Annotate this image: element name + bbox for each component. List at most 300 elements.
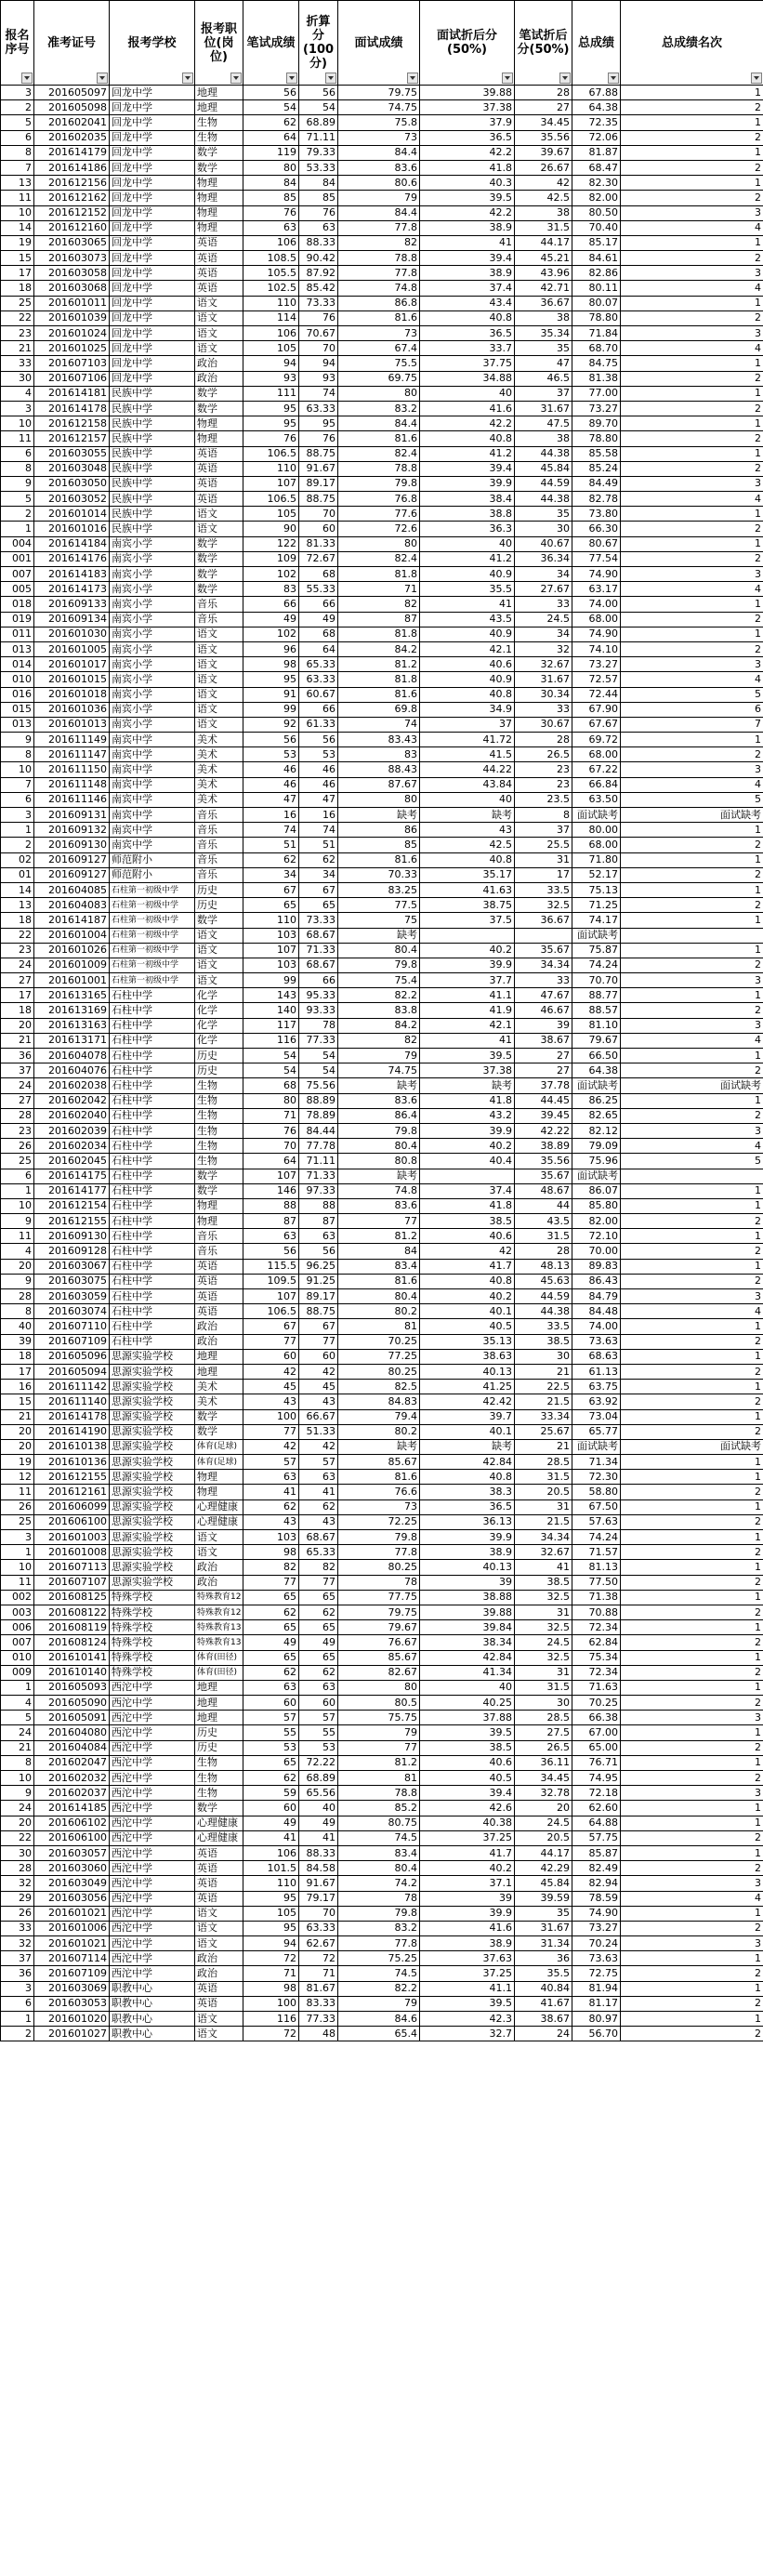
cell-interview-half[interactable]: 41.72 — [420, 733, 515, 747]
cell-seq[interactable]: 25 — [1, 1154, 34, 1169]
cell-written-score[interactable]: 51 — [243, 838, 299, 852]
cell-exam-id[interactable]: 201601004 — [34, 928, 110, 943]
cell-total[interactable]: 72.06 — [572, 130, 621, 145]
cell-interview-half[interactable]: 41.5 — [420, 747, 515, 762]
cell-rank[interactable]: 4 — [621, 341, 763, 356]
cell-rank[interactable]: 2 — [621, 401, 763, 416]
cell-total[interactable]: 56.70 — [572, 2027, 621, 2041]
cell-written-half[interactable]: 36 — [515, 1951, 572, 1966]
cell-interview-score[interactable]: 82 — [338, 235, 420, 250]
cell-converted-score[interactable]: 47 — [299, 792, 338, 807]
cell-position[interactable]: 音乐 — [195, 867, 243, 882]
cell-written-half[interactable]: 48.13 — [515, 1259, 572, 1274]
cell-converted-score[interactable]: 78 — [299, 1018, 338, 1033]
cell-school[interactable]: 石柱第一初级中学 — [110, 958, 195, 972]
cell-total[interactable]: 68.70 — [572, 341, 621, 356]
cell-interview-half[interactable]: 38.75 — [420, 898, 515, 913]
cell-converted-score[interactable]: 81.33 — [299, 536, 338, 551]
cell-converted-score[interactable]: 41 — [299, 1485, 338, 1499]
cell-written-half[interactable]: 23 — [515, 762, 572, 777]
cell-interview-score[interactable]: 80.8 — [338, 1154, 420, 1169]
cell-rank[interactable]: 1 — [621, 1650, 763, 1665]
cell-exam-id[interactable]: 201601017 — [34, 657, 110, 672]
cell-school[interactable]: 石柱中学 — [110, 988, 195, 1003]
cell-school[interactable]: 民族中学 — [110, 507, 195, 522]
cell-seq[interactable]: 1 — [1, 1545, 34, 1560]
cell-converted-score[interactable]: 71 — [299, 1966, 338, 1981]
cell-written-half[interactable]: 24.5 — [515, 612, 572, 627]
cell-total[interactable]: 77.50 — [572, 1575, 621, 1590]
cell-interview-score[interactable]: 77.8 — [338, 266, 420, 281]
cell-exam-id[interactable]: 201604083 — [34, 898, 110, 913]
cell-total[interactable]: 64.38 — [572, 100, 621, 115]
cell-rank[interactable]: 7 — [621, 717, 763, 732]
cell-interview-score[interactable]: 79.8 — [338, 1906, 420, 1921]
cell-seq[interactable]: 17 — [1, 1364, 34, 1379]
cell-school[interactable]: 南宾小学 — [110, 641, 195, 656]
cell-seq[interactable]: 30 — [1, 371, 34, 386]
cell-converted-score[interactable]: 65 — [299, 1650, 338, 1665]
cell-school[interactable]: 石柱中学 — [110, 1334, 195, 1349]
cell-written-half[interactable]: 33.34 — [515, 1409, 572, 1424]
cell-school[interactable]: 特殊学校 — [110, 1605, 195, 1619]
cell-written-half[interactable]: 38 — [515, 431, 572, 446]
cell-rank[interactable]: 1 — [621, 1259, 763, 1274]
cell-interview-score[interactable]: 80 — [338, 536, 420, 551]
cell-interview-score[interactable]: 缺考 — [338, 808, 420, 823]
cell-seq[interactable]: 009 — [1, 1665, 34, 1680]
cell-exam-id[interactable]: 201601021 — [34, 1936, 110, 1951]
cell-written-score[interactable]: 102 — [243, 567, 299, 582]
cell-rank[interactable]: 1 — [621, 1530, 763, 1545]
cell-position[interactable]: 体育(足球) — [195, 1455, 243, 1470]
cell-exam-id[interactable]: 201612158 — [34, 416, 110, 431]
cell-written-score[interactable]: 57 — [243, 1711, 299, 1725]
cell-total[interactable]: 81.13 — [572, 1560, 621, 1575]
cell-position[interactable]: 数学 — [195, 145, 243, 160]
cell-position[interactable]: 语文 — [195, 702, 243, 717]
cell-written-score[interactable]: 101.5 — [243, 1861, 299, 1876]
cell-school[interactable]: 民族中学 — [110, 492, 195, 507]
cell-position[interactable]: 特殊教育13 — [195, 1635, 243, 1650]
cell-school[interactable]: 民族中学 — [110, 476, 195, 491]
cell-interview-score[interactable]: 80.2 — [338, 1304, 420, 1319]
cell-written-score[interactable]: 100 — [243, 1409, 299, 1424]
cell-interview-score[interactable]: 74 — [338, 717, 420, 732]
cell-total[interactable]: 面试缺考 — [572, 1169, 621, 1183]
cell-total[interactable]: 76.71 — [572, 1755, 621, 1770]
cell-converted-score[interactable]: 70 — [299, 507, 338, 522]
cell-position[interactable]: 语文 — [195, 522, 243, 536]
cell-rank[interactable]: 1 — [621, 1906, 763, 1921]
cell-written-half[interactable]: 38.67 — [515, 1033, 572, 1048]
cell-rank[interactable]: 1 — [621, 1499, 763, 1514]
cell-rank[interactable]: 2 — [621, 130, 763, 145]
cell-converted-score[interactable]: 91.67 — [299, 1876, 338, 1891]
cell-exam-id[interactable]: 201614186 — [34, 160, 110, 175]
cell-interview-half[interactable]: 42.5 — [420, 838, 515, 852]
cell-interview-half[interactable]: 43 — [420, 823, 515, 838]
cell-written-score[interactable]: 65 — [243, 1650, 299, 1665]
cell-interview-score[interactable]: 79.8 — [338, 1123, 420, 1138]
cell-rank[interactable]: 4 — [621, 1139, 763, 1154]
cell-position[interactable]: 语文 — [195, 2027, 243, 2041]
cell-interview-score[interactable]: 80.4 — [338, 943, 420, 958]
cell-written-score[interactable]: 63 — [243, 1680, 299, 1695]
cell-seq[interactable]: 20 — [1, 1424, 34, 1439]
cell-written-score[interactable]: 95 — [243, 416, 299, 431]
cell-interview-score[interactable]: 81.6 — [338, 310, 420, 325]
cell-written-score[interactable]: 103 — [243, 958, 299, 972]
cell-school[interactable]: 石柱中学 — [110, 1049, 195, 1063]
cell-total[interactable]: 71.80 — [572, 852, 621, 867]
cell-rank[interactable]: 1 — [621, 416, 763, 431]
cell-converted-score[interactable]: 76 — [299, 431, 338, 446]
cell-interview-half[interactable]: 42.84 — [420, 1455, 515, 1470]
cell-rank[interactable]: 3 — [621, 657, 763, 672]
cell-exam-id[interactable]: 201612161 — [34, 1485, 110, 1499]
cell-interview-half[interactable]: 39.5 — [420, 1049, 515, 1063]
cell-converted-score[interactable]: 63 — [299, 220, 338, 235]
cell-seq[interactable]: 11 — [1, 191, 34, 205]
cell-school[interactable]: 石柱中学 — [110, 1183, 195, 1198]
cell-position[interactable]: 化学 — [195, 1003, 243, 1018]
cell-interview-half[interactable]: 42.6 — [420, 1801, 515, 1816]
cell-written-score[interactable]: 67 — [243, 882, 299, 897]
cell-seq[interactable]: 3 — [1, 808, 34, 823]
cell-position[interactable]: 英语 — [195, 251, 243, 266]
col-header-seq[interactable]: 报名序号 — [1, 1, 34, 86]
cell-written-half[interactable]: 33 — [515, 597, 572, 612]
cell-seq[interactable]: 30 — [1, 1845, 34, 1860]
cell-rank[interactable]: 1 — [621, 882, 763, 897]
cell-exam-id[interactable]: 201603065 — [34, 235, 110, 250]
cell-converted-score[interactable]: 73.33 — [299, 296, 338, 310]
cell-rank[interactable]: 1 — [621, 1590, 763, 1605]
cell-total[interactable]: 75.96 — [572, 1154, 621, 1169]
cell-rank[interactable]: 4 — [621, 1033, 763, 1048]
cell-exam-id[interactable]: 201614181 — [34, 386, 110, 401]
cell-converted-score[interactable]: 68.67 — [299, 928, 338, 943]
cell-school[interactable]: 思源实验学校 — [110, 1364, 195, 1379]
cell-total[interactable]: 70.88 — [572, 1605, 621, 1619]
cell-written-half[interactable]: 32.5 — [515, 1590, 572, 1605]
cell-written-score[interactable]: 107 — [243, 476, 299, 491]
cell-exam-id[interactable]: 201602040 — [34, 1108, 110, 1123]
cell-position[interactable]: 语文 — [195, 687, 243, 702]
cell-written-score[interactable]: 84 — [243, 176, 299, 191]
cell-interview-half[interactable]: 42 — [420, 1244, 515, 1259]
cell-written-score[interactable]: 54 — [243, 1049, 299, 1063]
cell-seq[interactable]: 016 — [1, 687, 34, 702]
cell-written-half[interactable]: 34 — [515, 627, 572, 641]
cell-position[interactable]: 生物 — [195, 1078, 243, 1093]
cell-total[interactable]: 面试缺考 — [572, 928, 621, 943]
cell-exam-id[interactable]: 201601005 — [34, 641, 110, 656]
cell-seq[interactable]: 005 — [1, 582, 34, 597]
cell-exam-id[interactable]: 201603056 — [34, 1891, 110, 1906]
cell-school[interactable]: 石柱第一初级中学 — [110, 898, 195, 913]
cell-total[interactable]: 85.87 — [572, 1845, 621, 1860]
cell-rank[interactable]: 1 — [621, 823, 763, 838]
cell-written-half[interactable]: 32 — [515, 641, 572, 656]
cell-interview-score[interactable]: 85.67 — [338, 1455, 420, 1470]
cell-seq[interactable]: 29 — [1, 1891, 34, 1906]
cell-school[interactable]: 回龙中学 — [110, 356, 195, 371]
cell-rank[interactable]: 1 — [621, 115, 763, 130]
cell-total[interactable]: 73.27 — [572, 1921, 621, 1935]
cell-interview-half[interactable]: 41.8 — [420, 1093, 515, 1108]
cell-converted-score[interactable]: 60 — [299, 1696, 338, 1711]
cell-total[interactable]: 64.88 — [572, 1816, 621, 1830]
cell-total[interactable]: 67.88 — [572, 86, 621, 100]
cell-exam-id[interactable]: 201601016 — [34, 522, 110, 536]
cell-exam-id[interactable]: 201607107 — [34, 1575, 110, 1590]
cell-school[interactable]: 西沱中学 — [110, 1830, 195, 1845]
filter-dropdown-icon[interactable] — [97, 73, 108, 84]
cell-total[interactable]: 面试缺考 — [572, 1078, 621, 1093]
cell-school[interactable]: 西沱中学 — [110, 1906, 195, 1921]
cell-school[interactable]: 民族中学 — [110, 401, 195, 416]
cell-written-half[interactable]: 38.5 — [515, 1334, 572, 1349]
cell-seq[interactable]: 18 — [1, 281, 34, 296]
cell-converted-score[interactable]: 87.92 — [299, 266, 338, 281]
cell-exam-id[interactable]: 201607113 — [34, 1560, 110, 1575]
cell-exam-id[interactable]: 201604078 — [34, 1049, 110, 1063]
cell-interview-half[interactable]: 40.2 — [420, 1861, 515, 1876]
cell-converted-score[interactable]: 77 — [299, 1334, 338, 1349]
cell-school[interactable]: 回龙中学 — [110, 251, 195, 266]
cell-total[interactable]: 63.17 — [572, 582, 621, 597]
cell-written-score[interactable]: 95 — [243, 1921, 299, 1935]
cell-school[interactable]: 石柱中学 — [110, 1214, 195, 1229]
cell-interview-half[interactable]: 39.4 — [420, 461, 515, 476]
cell-total[interactable]: 67.00 — [572, 1725, 621, 1740]
cell-exam-id[interactable]: 201607103 — [34, 356, 110, 371]
cell-position[interactable]: 音乐 — [195, 1229, 243, 1244]
cell-rank[interactable]: 2 — [621, 1424, 763, 1439]
cell-position[interactable]: 语文 — [195, 310, 243, 325]
cell-converted-score[interactable]: 76 — [299, 205, 338, 220]
cell-rank[interactable]: 2 — [621, 1244, 763, 1259]
cell-seq[interactable]: 15 — [1, 251, 34, 266]
cell-total[interactable]: 84.79 — [572, 1289, 621, 1304]
cell-seq[interactable]: 36 — [1, 1049, 34, 1063]
cell-rank[interactable]: 2 — [621, 747, 763, 762]
cell-seq[interactable]: 4 — [1, 1244, 34, 1259]
cell-written-score[interactable]: 56 — [243, 86, 299, 100]
cell-interview-score[interactable]: 77 — [338, 1740, 420, 1755]
cell-position[interactable]: 地理 — [195, 1680, 243, 1695]
cell-school[interactable]: 思源实验学校 — [110, 1530, 195, 1545]
cell-school[interactable]: 南宾小学 — [110, 567, 195, 582]
cell-rank[interactable]: 1 — [621, 1470, 763, 1485]
cell-converted-score[interactable]: 49 — [299, 612, 338, 627]
cell-interview-score[interactable]: 78.8 — [338, 461, 420, 476]
cell-school[interactable]: 南宾中学 — [110, 838, 195, 852]
cell-interview-score[interactable]: 80.25 — [338, 1560, 420, 1575]
cell-converted-score[interactable]: 71.11 — [299, 130, 338, 145]
cell-school[interactable]: 南宾中学 — [110, 823, 195, 838]
cell-exam-id[interactable]: 201614178 — [34, 1409, 110, 1424]
cell-converted-score[interactable]: 65 — [299, 1590, 338, 1605]
cell-written-score[interactable]: 63 — [243, 1470, 299, 1485]
cell-written-score[interactable]: 53 — [243, 747, 299, 762]
cell-rank[interactable]: 3 — [621, 973, 763, 988]
cell-rank[interactable]: 1 — [621, 1801, 763, 1816]
cell-school[interactable]: 南宾小学 — [110, 612, 195, 627]
cell-school[interactable]: 西沱中学 — [110, 1740, 195, 1755]
cell-school[interactable]: 思源实验学校 — [110, 1455, 195, 1470]
filter-dropdown-icon[interactable] — [751, 73, 762, 84]
cell-written-half[interactable]: 31.5 — [515, 1680, 572, 1695]
cell-exam-id[interactable]: 201601011 — [34, 296, 110, 310]
cell-interview-score[interactable]: 74.2 — [338, 1876, 420, 1891]
cell-written-half[interactable]: 35.34 — [515, 326, 572, 341]
cell-interview-score[interactable]: 69.75 — [338, 371, 420, 386]
cell-written-half[interactable]: 32.5 — [515, 898, 572, 913]
cell-interview-half[interactable]: 40.6 — [420, 1229, 515, 1244]
cell-converted-score[interactable]: 79.17 — [299, 1891, 338, 1906]
cell-interview-score[interactable]: 75.4 — [338, 973, 420, 988]
cell-written-score[interactable]: 95 — [243, 672, 299, 687]
cell-school[interactable]: 回龙中学 — [110, 145, 195, 160]
cell-interview-score[interactable]: 86 — [338, 823, 420, 838]
cell-total[interactable]: 62.60 — [572, 1801, 621, 1816]
cell-total[interactable]: 78.80 — [572, 431, 621, 446]
cell-written-score[interactable]: 91 — [243, 687, 299, 702]
cell-interview-score[interactable]: 69.8 — [338, 702, 420, 717]
cell-rank[interactable]: 1 — [621, 913, 763, 928]
cell-exam-id[interactable]: 201601030 — [34, 627, 110, 641]
cell-total[interactable]: 82.30 — [572, 176, 621, 191]
cell-written-half[interactable]: 30.67 — [515, 717, 572, 732]
cell-interview-score[interactable]: 85.2 — [338, 1801, 420, 1816]
cell-interview-half[interactable]: 40.8 — [420, 1470, 515, 1485]
cell-written-half[interactable]: 31 — [515, 1499, 572, 1514]
cell-position[interactable]: 物理 — [195, 431, 243, 446]
cell-position[interactable]: 生物 — [195, 1139, 243, 1154]
cell-interview-half[interactable]: 37.5 — [420, 913, 515, 928]
cell-interview-half[interactable]: 43.84 — [420, 777, 515, 792]
cell-written-half[interactable]: 34.45 — [515, 1771, 572, 1786]
cell-interview-half[interactable]: 43.2 — [420, 1108, 515, 1123]
cell-written-half[interactable]: 31.67 — [515, 1921, 572, 1935]
cell-converted-score[interactable]: 97.33 — [299, 1183, 338, 1198]
cell-converted-score[interactable]: 88.75 — [299, 492, 338, 507]
cell-position[interactable]: 生物 — [195, 1108, 243, 1123]
cell-school[interactable]: 西沱中学 — [110, 1755, 195, 1770]
cell-exam-id[interactable]: 201601006 — [34, 1921, 110, 1935]
cell-rank[interactable]: 3 — [621, 205, 763, 220]
cell-exam-id[interactable]: 201612160 — [34, 220, 110, 235]
cell-written-score[interactable]: 102.5 — [243, 281, 299, 296]
cell-seq[interactable]: 015 — [1, 702, 34, 717]
cell-converted-score[interactable]: 93.33 — [299, 1003, 338, 1018]
cell-interview-half[interactable]: 40.2 — [420, 943, 515, 958]
cell-written-half[interactable]: 45.21 — [515, 251, 572, 266]
cell-written-half[interactable]: 28 — [515, 86, 572, 100]
cell-converted-score[interactable]: 62 — [299, 1665, 338, 1680]
cell-seq[interactable]: 014 — [1, 657, 34, 672]
cell-seq[interactable]: 14 — [1, 220, 34, 235]
cell-total[interactable]: 74.00 — [572, 1319, 621, 1334]
cell-converted-score[interactable]: 42 — [299, 1364, 338, 1379]
cell-rank[interactable]: 4 — [621, 582, 763, 597]
cell-written-half[interactable]: 44.59 — [515, 476, 572, 491]
cell-converted-score[interactable]: 88.89 — [299, 1093, 338, 1108]
cell-total[interactable]: 73.63 — [572, 1951, 621, 1966]
cell-school[interactable]: 思源实验学校 — [110, 1470, 195, 1485]
cell-rank[interactable]: 2 — [621, 191, 763, 205]
cell-converted-score[interactable]: 71.33 — [299, 1169, 338, 1183]
cell-position[interactable]: 音乐 — [195, 823, 243, 838]
cell-exam-id[interactable]: 201611146 — [34, 792, 110, 807]
cell-school[interactable]: 回龙中学 — [110, 326, 195, 341]
cell-converted-score[interactable]: 64 — [299, 641, 338, 656]
cell-position[interactable]: 语文 — [195, 1530, 243, 1545]
cell-seq[interactable]: 007 — [1, 567, 34, 582]
cell-school[interactable]: 思源实验学校 — [110, 1439, 195, 1454]
cell-written-score[interactable]: 107 — [243, 1289, 299, 1304]
cell-total[interactable]: 66.38 — [572, 1711, 621, 1725]
cell-seq[interactable]: 01 — [1, 867, 34, 882]
cell-interview-score[interactable]: 72.6 — [338, 522, 420, 536]
cell-school[interactable]: 回龙中学 — [110, 100, 195, 115]
cell-converted-score[interactable]: 16 — [299, 808, 338, 823]
cell-written-half[interactable]: 40.67 — [515, 536, 572, 551]
cell-converted-score[interactable]: 72 — [299, 1951, 338, 1966]
cell-exam-id[interactable]: 201605090 — [34, 1696, 110, 1711]
cell-seq[interactable]: 003 — [1, 1605, 34, 1619]
cell-converted-score[interactable]: 34 — [299, 867, 338, 882]
cell-interview-half[interactable]: 36.5 — [420, 130, 515, 145]
cell-interview-half[interactable]: 39.9 — [420, 958, 515, 972]
cell-school[interactable]: 石柱中学 — [110, 1169, 195, 1183]
cell-written-score[interactable]: 42 — [243, 1364, 299, 1379]
cell-written-score[interactable]: 110 — [243, 296, 299, 310]
cell-written-score[interactable]: 117 — [243, 1018, 299, 1033]
cell-rank[interactable]: 2 — [621, 1605, 763, 1619]
cell-position[interactable]: 生物 — [195, 1786, 243, 1801]
cell-interview-half[interactable]: 38.4 — [420, 492, 515, 507]
cell-total[interactable]: 66.84 — [572, 777, 621, 792]
cell-school[interactable]: 南宾小学 — [110, 687, 195, 702]
cell-written-half[interactable]: 44.17 — [515, 235, 572, 250]
cell-written-half[interactable]: 44.38 — [515, 1304, 572, 1319]
cell-interview-score[interactable]: 70.33 — [338, 867, 420, 882]
cell-total[interactable]: 68.00 — [572, 747, 621, 762]
cell-written-half[interactable]: 35.56 — [515, 130, 572, 145]
cell-school[interactable]: 职教中心 — [110, 2012, 195, 2027]
cell-seq[interactable]: 10 — [1, 762, 34, 777]
cell-written-half[interactable] — [515, 928, 572, 943]
cell-written-score[interactable]: 53 — [243, 1740, 299, 1755]
cell-position[interactable]: 语文 — [195, 341, 243, 356]
cell-interview-score[interactable]: 79.4 — [338, 1409, 420, 1424]
cell-converted-score[interactable]: 67 — [299, 1319, 338, 1334]
cell-position[interactable]: 语文 — [195, 672, 243, 687]
cell-written-half[interactable]: 43.5 — [515, 1214, 572, 1229]
cell-converted-score[interactable]: 62 — [299, 852, 338, 867]
cell-interview-half[interactable]: 41 — [420, 235, 515, 250]
cell-school[interactable]: 师范附小 — [110, 867, 195, 882]
cell-interview-half[interactable]: 35.17 — [420, 867, 515, 882]
cell-rank[interactable]: 3 — [621, 1786, 763, 1801]
cell-position[interactable]: 英语 — [195, 1304, 243, 1319]
cell-seq[interactable]: 9 — [1, 1214, 34, 1229]
cell-rank[interactable]: 3 — [621, 567, 763, 582]
